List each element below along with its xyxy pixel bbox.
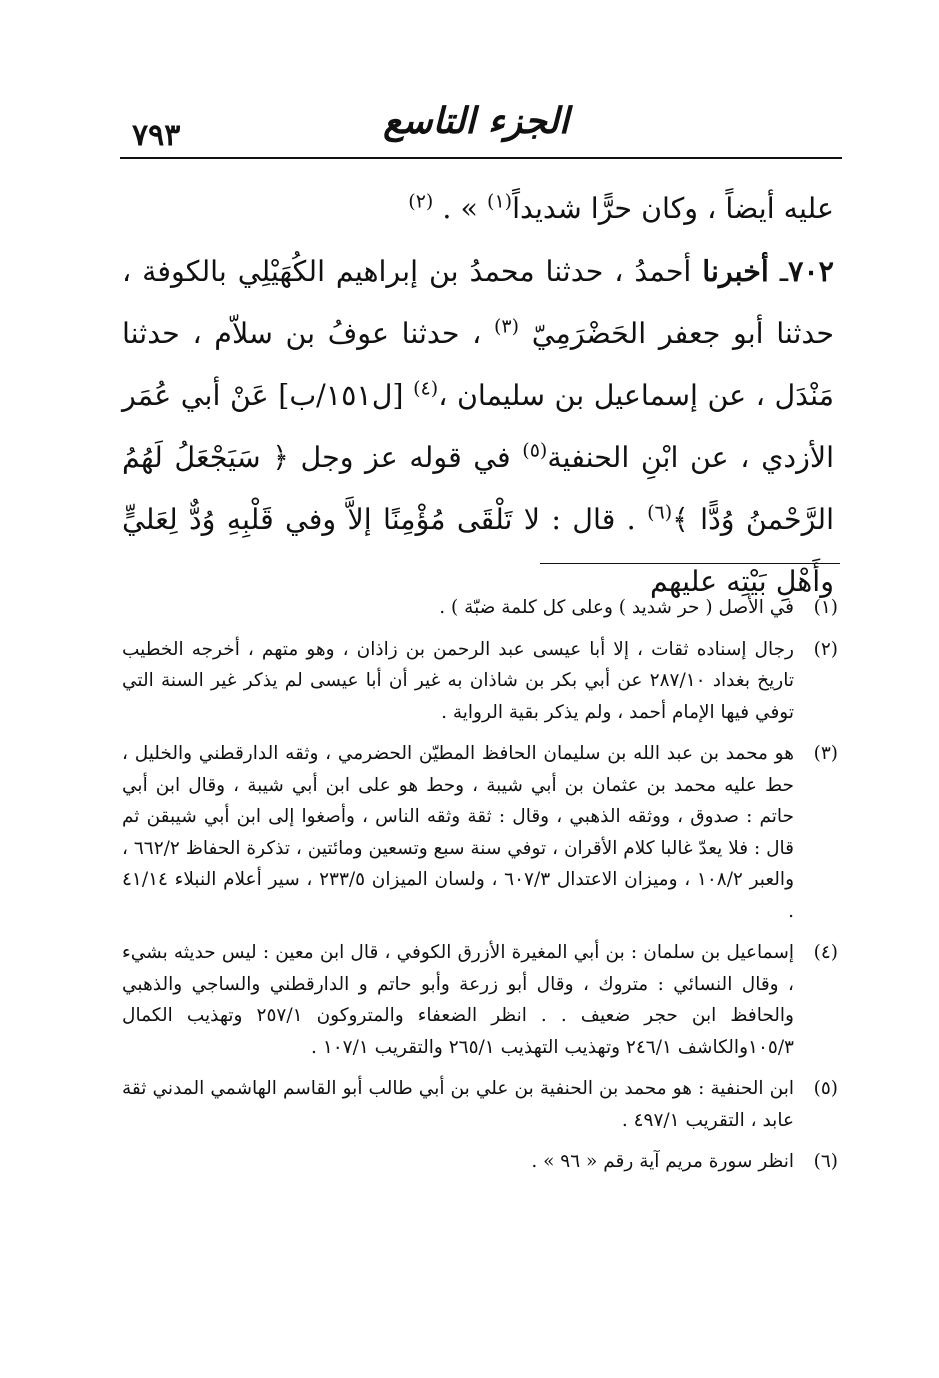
hadith-text-5: . قال : لا تَلْقَى مُؤْمِنًا إلاَّ وفي قَلْبِهِ وُدٌّ لِعَليٍّ وأَهْلِ بَيْتِه عليهم xyxy=(122,503,834,598)
footnote-text: رجال إسناده ثقات ، إلا أبا عيسى عبد الرحمن بن زاذان ، وهو متهم ، أخرجه الخطيب تاريخ بغداد ٢٨٧/١٠ عن أبي بكر بن شاذان به غير أن أبا عيسى لم يذكر غير السنة التي توفي فيها الإمام أحمد ، ولم يذكر بقية الرواية . xyxy=(122,638,794,723)
footnote xyxy=(122,592,838,624)
footnote-marker: (٣) xyxy=(813,743,838,764)
footnote-marker: (٤) xyxy=(813,942,838,963)
footnote xyxy=(122,738,838,927)
footnote-ref-5: (٥) xyxy=(522,439,548,462)
continuation-paragraph xyxy=(122,178,834,240)
continuation-text: عليه أيضاً ، وكان حرًّا شديداً xyxy=(512,192,834,225)
section-title: الجزء التاسع xyxy=(383,100,569,142)
footnote xyxy=(122,634,838,729)
footnotes xyxy=(122,592,838,1188)
footnote-marker: (٥) xyxy=(813,1078,838,1099)
footnote-text: هو محمد بن عبد الله بن سليمان الحافظ المطيّن الحضرمي ، وثقه الدارقطني والخليل ، حط عليه محمد بن عثمان بن أبي شيبة ، وحط هو على ابن أبي شيبة ، وقال ابن أبي حاتم : صدوق ، ووثقه الذهبي ، وقال : ثقة وثقه الناس ، وأصغوا إلى ابن أبي شيبقن ثم قال : فلا يعدّ غالبا كلام الأقران ، توفي سنة سبع وتسعين ومائتين ، تذكرة الحفاظ ٦٦٢/٢ ، والعبر ١٠٨/٢ ، وميزان الاعتدال ٦٠٧/٣ ، ولسان الميزان ٢٣٣/٥ ، سير أعلام النبلاء ٤١/١٤ . xyxy=(122,743,795,922)
footnote-ref-2: (٢) xyxy=(408,190,434,213)
footnote-text: إسماعيل بن سلمان : بن أبي المغيرة الأزرق الكوفي ، قال ابن معين : ليس حديثه بشيء ، وقال النسائي : متروك ، وقال أبو زرعة وأبو حاتم و الدارقطني والساجي والذهبي والحافظ ابن حجر ضعيف . . انظر الضعفاء والمتروكون ٢٥٧/١ وتهذيب الكمال ١٠٥/٣والكاشف ٢٤٦/١ وتهذيب التهذيب ٢٦٥/١ والتقريب ١٠٧/١ . xyxy=(122,942,794,1058)
footnote xyxy=(122,937,838,1063)
footnote-marker: (١) xyxy=(813,597,838,618)
hadith-paragraph: ٧٠٢ـ أخبرنا أحمدُ ، حدثنا محمدُ بن إبراهيم الكُهَيْلِي بالكوفة ، حدثنا أبو جعفر الحَضْرَمِيّ $^{(٣)}$ ، حدثنا عوفُ بن سلاّم ، حدثنا مَنْدَل ، عن إسماعيل بن سليمان ،$^{(٤)}$ [ل١٥١/ب] عَنْ أبي عُمَر الأزدي ، عن ابْنِ الحنفية$^{(٥)}$ في قوله عز وجل ﴿ سَيَجْعَلُ لَهُمُ الرَّحْمنُ وُدًّا ﴾$^{(٦)}$ . قال : لا تَلْقَى مُؤْمِنًا إلاَّ وفي قَلْبِهِ وُدٌّ لِعَليٍّ وأَهْلِ بَيْتِه عليهم xyxy=(122,254,835,598)
hadith-text-1: أحمدُ ، حدثنا محمدُ بن إبراهيم الكُهَيْلِي بالكوفة ، حدثنا أبو جعفر الحَضْرَمِيّ xyxy=(122,255,834,350)
continuation-close: » . xyxy=(442,192,488,225)
hadith-text-2: ، حدثنا عوفُ بن سلاّم ، حدثنا مَنْدَل ، عن إسماعيل بن سليمان ، xyxy=(122,317,835,412)
footnote-ref-4: (٤) xyxy=(413,377,439,400)
footnote-marker: (٦) xyxy=(813,1151,838,1172)
hadith-number: ٧٠٢ xyxy=(788,254,834,288)
page-number: ٧٩٣ xyxy=(132,118,181,153)
hadith-lead-word: أخبرنا xyxy=(702,254,769,288)
running-head xyxy=(120,96,832,156)
footnote xyxy=(122,1073,838,1136)
footnote-separator xyxy=(540,563,840,564)
footnote-ref-6: (٦) xyxy=(647,501,673,524)
footnote-ref-1: (١) xyxy=(487,190,513,213)
footnote-ref-3: (٣) xyxy=(493,315,520,338)
footnote-text: ابن الحنفية : هو محمد بن الحنفية بن علي بن أبي طالب أبو القاسم الهاشمي المدني ثقة عابد ، التقريب ٤٩٧/١ . xyxy=(122,1078,794,1131)
header-rule xyxy=(120,157,842,159)
footnote-text: انظر سورة مريم آية رقم « ٩٦ » . xyxy=(531,1151,794,1172)
hadith-text-3: [ل١٥١/ب] عَنْ أبي عُمَر الأزدي ، عن ابْنِ الحنفية xyxy=(122,379,835,474)
footnote-marker: (٢) xyxy=(813,638,838,660)
hadith-text-4: في قوله عز وجل ﴿ سَيَجْعَلُ لَهُمُ الرَّحْمنُ وُدًّا ﴾ xyxy=(122,441,834,536)
footnote xyxy=(122,1146,838,1178)
footnote-text: في الأصل ( حر شديد ) وعلى كل كلمة ضبّة ) . xyxy=(439,597,794,618)
main-text xyxy=(122,178,834,613)
